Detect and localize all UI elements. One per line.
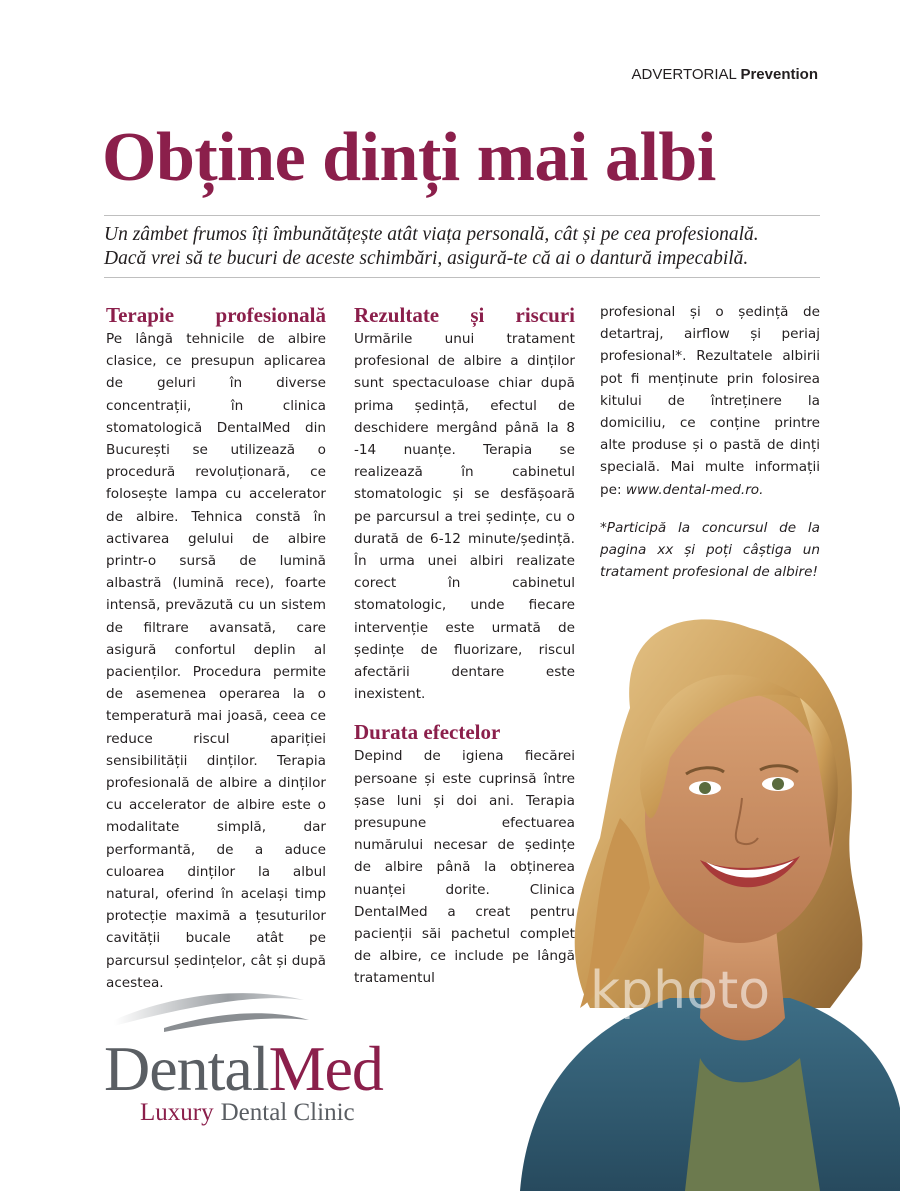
svg-text:DentalMed (104, 1033, 384, 1104)
paragraph-durata: Depind de igiena fiecărei persoane și este cuprinsă între șase luni și doi ani. Terapia presupune efectuarea numărului necesar de ședințe de albire până la obținerea nuanței dorite. Clinica DentalMed a creat pentru pacienții săi pachetul complet de albire, ce include pe lângă tratamentul (354, 748, 575, 987)
section-name: Prevention (740, 66, 818, 83)
paragraph-continuation (600, 301, 820, 501)
contest-promo: *Participă la concursul de la pagina xx și poți câștiga un tratament profesional de albire! (600, 519, 820, 581)
heading-durata-efectelor: Durata efectelor (354, 720, 501, 745)
dentalmed-logo (104, 980, 444, 1130)
continuation-text: profesional și o ședință de detartraj, airflow și periaj profesional*. Rezultatele albirii pot fi menținute prin folosirea kitului de întreținere la domiciliu, ce conține printre alte produse și o pastă de dinți specială. Mai multe informații pe: (600, 304, 820, 498)
svg-text:LuxuryDental Clinic (140, 1099, 355, 1126)
bottom-divider (104, 277, 820, 278)
logo-med: Med (268, 1033, 383, 1104)
heading-rezultate-riscuri: Rezultate și riscuri (354, 303, 575, 327)
article-title: Obține dinți mai albi (102, 119, 716, 196)
website-link[interactable]: www.dental-med.ro. (625, 481, 764, 498)
column-terapie (106, 302, 326, 994)
smiling-woman-photo (500, 588, 900, 1191)
advertorial-label: ADVERTORIAL (631, 66, 737, 83)
advertorial-tag (632, 66, 818, 83)
logo-dental-clinic: Dental Clinic (220, 1099, 355, 1126)
column-continuation (600, 301, 820, 583)
article-lede (104, 223, 824, 271)
heading-terapie-profesionala: Terapie profesională (106, 303, 326, 327)
top-divider (104, 215, 820, 216)
lede-line-1: Un zâmbet frumos îți îmbunătățește atât viața personală, cât și pe cea profesională. (104, 224, 759, 245)
logo-dental: Dental (104, 1033, 269, 1104)
lede-line-2: Dacă vrei să te bucuri de aceste schimbări, asigură-te că ai o dantură impecabilă. (104, 248, 749, 269)
paragraph-terapie: Pe lângă tehnicile de albire clasice, ce presupun aplicarea de geluri în diverse concentrații, în clinica stomatologică DentalMed din București se utilizează o procedură revoluționară, ce folosește lampa cu accelerator de albire. Tehnica constă în activarea gelului de albire printr-o sursă de lumină albastră (lumină rece), foarte intensă, prevăzută cu un sistem de filtrare avansată, care asigură confortul deplin al pacienților. Procedura permite de asemenea operarea la o temperatură mai joasă, ceea ce reduce riscul apariției sensibilității dinților. Terapia profesională de albire a dinților cu accelerator de albire este o modalitate simplă, dar performantă, de a aduce culoarea dinților la albul natural, oferind în același timp protecție maximă a țesuturilor cavității bucale atât pe parcursul ședințelor, cât și după acestea. (106, 331, 326, 991)
logo-luxury: Luxury (140, 1099, 214, 1126)
photo-watermark: kphoto (590, 961, 771, 1021)
paragraph-rezultate: Urmările unui tratament profesional de albire a dinților sunt spectaculoase chiar după prima ședință, efectul de deschidere mergând până la 8 -14 nuanțe. Terapia se realizează în cabinetul stomatologic și se desfășoară pe parcursul a trei ședințe, cu o durată de 6-12 minute/ședință. În urma unei albiri realizate corect în cabinetul stomatologic, unde fiecare intervenție este urmată de ședințe de fluorizare, riscul afectării dentare este inexistent. (354, 331, 575, 703)
